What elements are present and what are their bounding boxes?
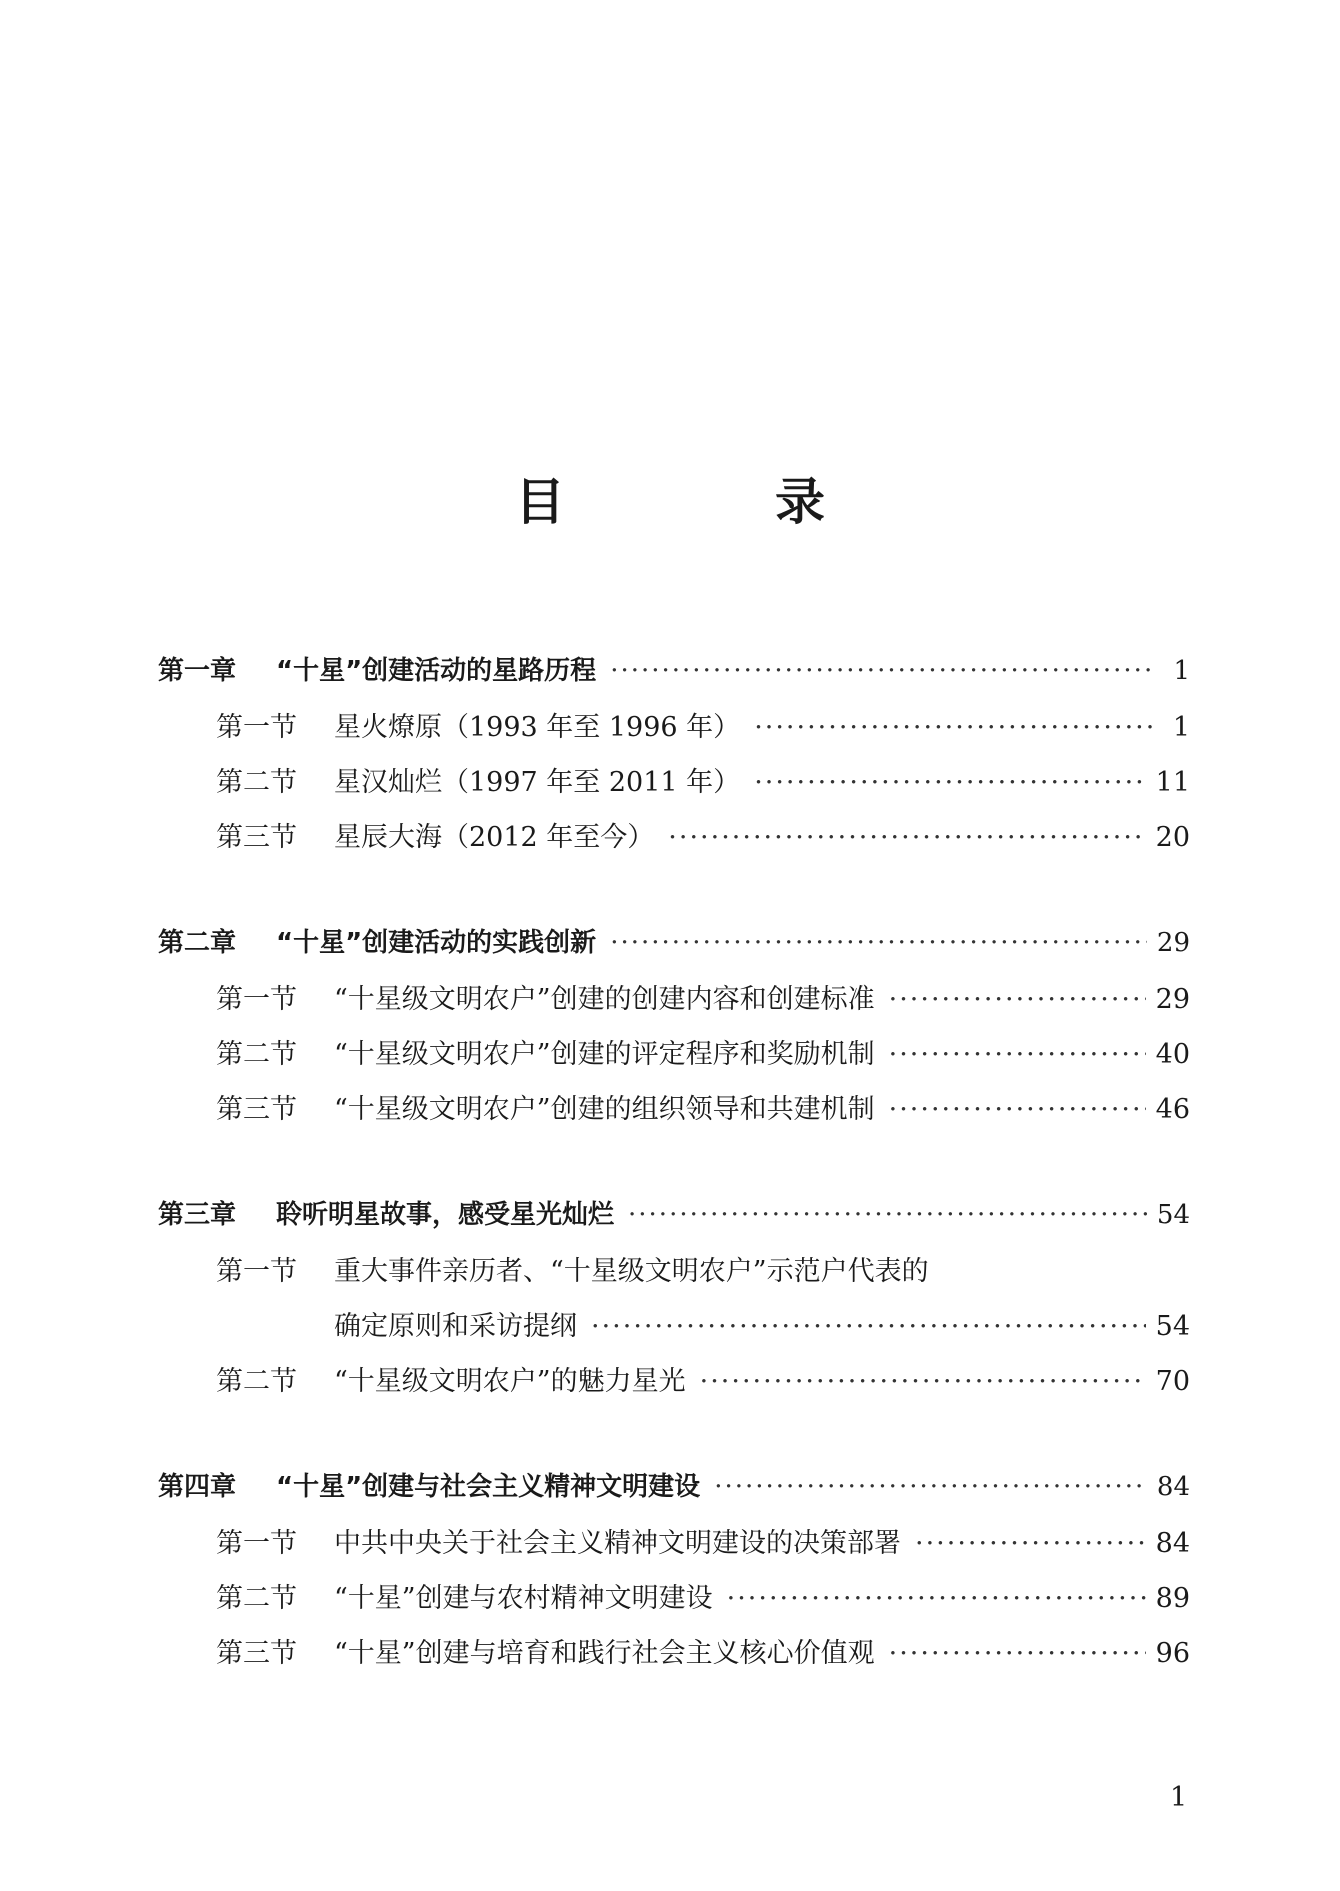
section-label: 第二节 bbox=[216, 767, 297, 798]
table-of-contents bbox=[158, 650, 1190, 1738]
section-label: 第三节 bbox=[216, 1638, 297, 1669]
section-title: “十星”创建与农村精神文明建设 bbox=[334, 1583, 713, 1614]
page-ref: 70 bbox=[1155, 1366, 1190, 1397]
page-ref: 1 bbox=[1172, 712, 1190, 743]
dot-leader bbox=[714, 1472, 1147, 1502]
page-ref: 11 bbox=[1155, 767, 1190, 798]
page-ref: 84 bbox=[1156, 1472, 1190, 1502]
toc-section-entry[interactable] bbox=[158, 1631, 1190, 1686]
dot-leader bbox=[915, 1528, 1146, 1559]
toc-section-entry[interactable] bbox=[158, 760, 1190, 815]
dot-leader bbox=[889, 1039, 1146, 1070]
chapter-title: “十星”创建活动的实践创新 bbox=[276, 928, 597, 958]
dot-leader bbox=[610, 928, 1147, 958]
chapter-label: 第四章 bbox=[158, 1472, 237, 1502]
section-label: 第二节 bbox=[216, 1039, 297, 1070]
chapter-label: 第一章 bbox=[158, 656, 237, 686]
section-title: 重大事件亲历者、“十星级文明农户”示范户代表的 bbox=[334, 1256, 929, 1287]
dot-leader bbox=[610, 656, 1152, 686]
page-ref: 96 bbox=[1155, 1638, 1190, 1669]
section-label: 第二节 bbox=[216, 1583, 297, 1614]
toc-section-entry[interactable] bbox=[158, 705, 1190, 760]
page-ref: 46 bbox=[1155, 1094, 1190, 1125]
section-label: 第二节 bbox=[216, 1366, 297, 1397]
section-title: “十星”创建与培育和践行社会主义核心价值观 bbox=[334, 1638, 875, 1669]
section-label: 第三节 bbox=[216, 822, 297, 853]
chapter-label: 第三章 bbox=[158, 1200, 237, 1230]
toc-section-entry[interactable] bbox=[158, 1249, 1190, 1304]
section-title: “十星级文明农户”创建的评定程序和奖励机制 bbox=[334, 1039, 875, 1070]
toc-chapter-entry[interactable] bbox=[158, 1466, 1190, 1521]
page-ref: 40 bbox=[1155, 1039, 1190, 1070]
toc-section-entry[interactable] bbox=[158, 1032, 1190, 1087]
dot-leader bbox=[591, 1311, 1146, 1342]
chapter-title: “十星”创建活动的星路历程 bbox=[276, 656, 597, 686]
page-title: 目 录 bbox=[515, 473, 905, 531]
dot-leader bbox=[889, 1094, 1146, 1125]
dot-leader bbox=[754, 767, 1145, 798]
toc-chapter-entry[interactable] bbox=[158, 922, 1190, 977]
section-title: 星汉灿烂（1997 年至 2011 年） bbox=[334, 767, 741, 798]
toc-chapter-4 bbox=[158, 1466, 1190, 1686]
page-ref: 84 bbox=[1155, 1528, 1190, 1559]
toc-chapter-3 bbox=[158, 1194, 1190, 1414]
page-number: 1 bbox=[1170, 1782, 1188, 1813]
section-title-continued: 确定原则和采访提纲 bbox=[334, 1311, 577, 1342]
section-label: 第一节 bbox=[216, 1528, 297, 1559]
toc-section-entry[interactable] bbox=[158, 1521, 1190, 1576]
toc-section-continuation[interactable] bbox=[158, 1304, 1190, 1359]
toc-section-entry[interactable] bbox=[158, 815, 1190, 870]
section-title: 星火燎原（1993 年至 1996 年） bbox=[334, 712, 741, 743]
toc-section-entry[interactable] bbox=[158, 1576, 1190, 1631]
section-title: “十星级文明农户”的魅力星光 bbox=[334, 1366, 686, 1397]
toc-chapter-2 bbox=[158, 922, 1190, 1142]
page-ref: 29 bbox=[1156, 928, 1190, 958]
page-ref: 89 bbox=[1155, 1583, 1190, 1614]
toc-chapter-1 bbox=[158, 650, 1190, 870]
section-title: “十星级文明农户”创建的创建内容和创建标准 bbox=[334, 984, 875, 1015]
toc-section-entry[interactable] bbox=[158, 1087, 1190, 1142]
dot-leader bbox=[754, 712, 1152, 743]
page-ref: 1 bbox=[1173, 656, 1190, 686]
section-label: 第三节 bbox=[216, 1094, 297, 1125]
section-title: 星辰大海（2012 年至今） bbox=[334, 822, 655, 853]
chapter-title: “十星”创建与社会主义精神文明建设 bbox=[276, 1472, 701, 1502]
chapter-title: 聆听明星故事，感受星光灿烂 bbox=[276, 1200, 615, 1230]
dot-leader bbox=[668, 822, 1145, 853]
toc-section-entry[interactable] bbox=[158, 1359, 1190, 1414]
dot-leader bbox=[889, 984, 1146, 1015]
toc-chapter-entry[interactable] bbox=[158, 1194, 1190, 1249]
section-title: 中共中央关于社会主义精神文明建设的决策部署 bbox=[334, 1528, 901, 1559]
dot-leader bbox=[628, 1200, 1147, 1230]
section-label: 第一节 bbox=[216, 1256, 297, 1287]
dot-leader bbox=[889, 1638, 1146, 1669]
page-ref: 29 bbox=[1155, 984, 1190, 1015]
dot-leader bbox=[700, 1366, 1146, 1397]
page-ref: 54 bbox=[1155, 1311, 1190, 1342]
section-title: “十星级文明农户”创建的组织领导和共建机制 bbox=[334, 1094, 875, 1125]
chapter-label: 第二章 bbox=[158, 928, 237, 958]
dot-leader bbox=[727, 1583, 1146, 1614]
toc-section-entry[interactable] bbox=[158, 977, 1190, 1032]
section-label: 第一节 bbox=[216, 712, 297, 743]
section-label: 第一节 bbox=[216, 984, 297, 1015]
toc-chapter-entry[interactable] bbox=[158, 650, 1190, 705]
page-ref: 20 bbox=[1155, 822, 1190, 853]
page-ref: 54 bbox=[1156, 1200, 1190, 1230]
